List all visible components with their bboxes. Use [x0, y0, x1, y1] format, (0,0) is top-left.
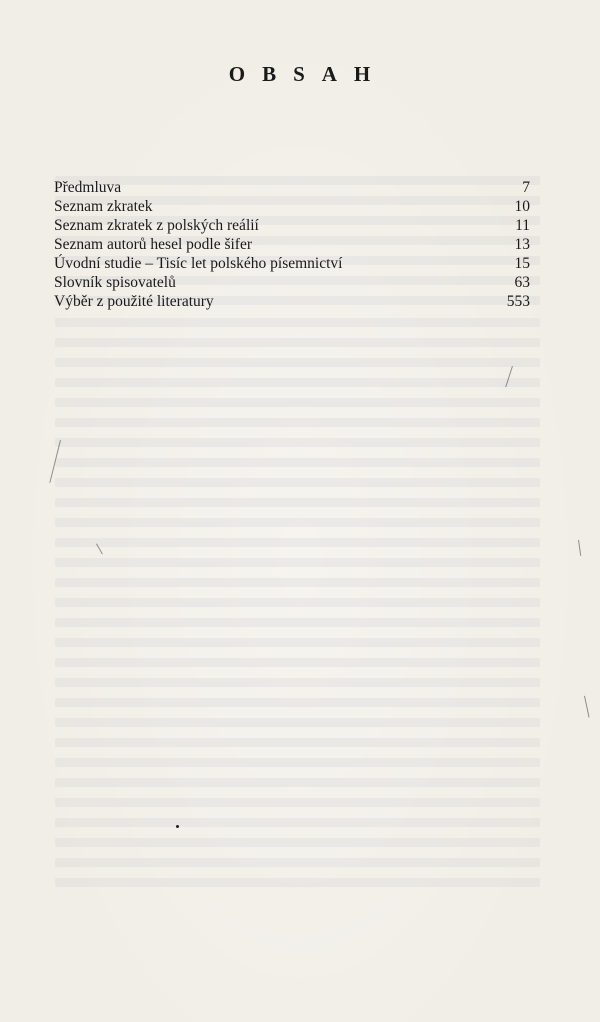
- toc-entry[interactable]: [54, 254, 530, 273]
- toc-entry[interactable]: [54, 197, 530, 216]
- toc-entry-title: Předmluva: [54, 179, 122, 196]
- toc-entry-title: Úvodní studie – Tisíc let polského písemnictví: [54, 255, 343, 272]
- toc-entry-title: Slovník spisovatelů: [54, 274, 176, 291]
- ink-dot: [176, 825, 179, 828]
- toc-entry-page: 11: [515, 217, 530, 234]
- toc-entry-title: Výběr z použité literatury: [54, 293, 214, 310]
- toc-entry-title: Seznam autorů hesel podle šifer: [54, 236, 252, 253]
- toc-entry[interactable]: [54, 178, 530, 197]
- toc-entry-page: 553: [506, 293, 530, 310]
- toc-entry-page: 13: [514, 236, 530, 253]
- toc-entry-title: Seznam zkratek z polských reálií: [54, 217, 259, 234]
- pencil-mark: [578, 540, 581, 556]
- toc-entry[interactable]: [54, 273, 530, 292]
- table-of-contents: [54, 178, 530, 311]
- toc-entry[interactable]: [54, 292, 530, 311]
- toc-entry-page: 15: [514, 255, 530, 272]
- toc-entry[interactable]: [54, 216, 530, 235]
- toc-entry-page: 7: [522, 179, 530, 196]
- toc-entry[interactable]: [54, 235, 530, 254]
- toc-entry-page: 63: [514, 274, 530, 291]
- toc-entry-page: 10: [514, 198, 530, 215]
- page-heading: OBSAH: [228, 62, 388, 86]
- toc-entry-title: Seznam zkratek: [54, 198, 153, 215]
- pencil-mark: [584, 696, 590, 718]
